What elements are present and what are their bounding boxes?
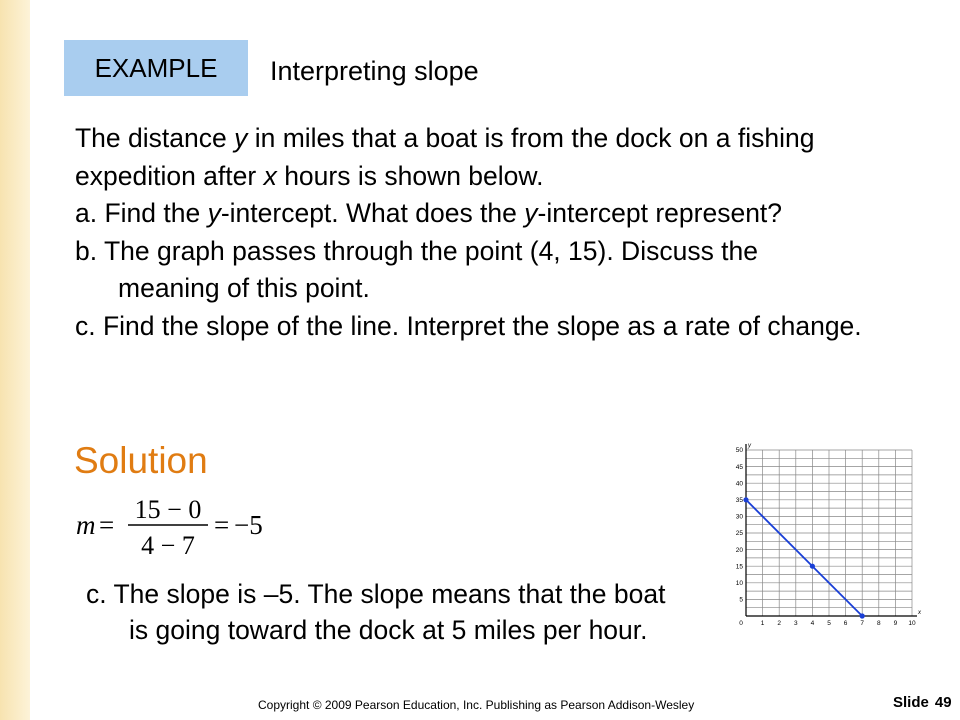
x-tick-label: 0 [739, 620, 743, 627]
x-tick-label: 9 [893, 620, 898, 627]
x-tick-label: 6 [843, 620, 848, 627]
x-tick-label: 3 [793, 620, 798, 627]
x-tick-label: 2 [777, 620, 782, 627]
formula-equals-2: = [214, 510, 230, 540]
y-tick-label: 35 [735, 497, 743, 504]
x-tick-label: 1 [760, 620, 765, 627]
example-badge [64, 40, 248, 96]
x-tick-label: 4 [810, 620, 815, 627]
x-tick-label: 7 [860, 620, 865, 627]
solution-heading: Solution [74, 440, 208, 481]
copyright-footer: Copyright © 2009 Pearson Education, Inc. Publishing as Pearson Addison-Wesley [258, 698, 695, 712]
problem-intro: The distance y in miles that a boat is from the dock on a fishing expedition after x hours is shown below. [75, 123, 815, 191]
example-label: EXAMPLE [94, 53, 218, 83]
formula-numerator: 15 − 0 [134, 495, 202, 524]
y-tick-label: 20 [735, 546, 743, 554]
side-decoration-bar [0, 0, 30, 720]
y-tick-label: 45 [735, 463, 743, 471]
y-tick-label: 5 [739, 596, 743, 604]
formula-result: −5 [234, 510, 263, 540]
slide-number-value: 49 [934, 694, 952, 711]
y-tick-label: 40 [735, 480, 743, 488]
formula-equals-1: = [99, 510, 115, 540]
x-axis-label: x [918, 610, 921, 616]
slope-formula-svg [74, 494, 274, 560]
problem-part-c: c. Find the slope of the line. Interpret the slope as a rate of change. [75, 310, 862, 341]
answer-part-c: c. The slope is –5. The slope means that the boat is going toward the dock at 5 miles per hour. [86, 579, 666, 645]
formula-denominator: 4 − 7 [141, 531, 195, 560]
slide-number [893, 694, 952, 711]
y-tick-label: 30 [735, 513, 743, 521]
data-point [860, 613, 865, 618]
y-tick-label: 15 [735, 563, 743, 571]
x-tick-label: 8 [876, 620, 881, 627]
slope-formula [74, 494, 274, 567]
problem-part-b: b. The graph passes through the point (4, 15). Discuss the meaning of this point. [75, 235, 759, 303]
formula-lhs: m [76, 510, 96, 540]
problem-part-a: a. Find the y-intercept. What does the y-intercept represent? [75, 198, 783, 228]
data-point [743, 497, 748, 502]
slide-subtitle: Interpreting slope [270, 56, 479, 86]
x-tick-label: 5 [827, 620, 831, 627]
solution-answer [86, 576, 686, 648]
data-point [810, 564, 815, 569]
y-tick-label: 10 [735, 580, 743, 587]
y-axis-label: y [748, 443, 751, 449]
distance-time-chart [726, 438, 926, 633]
slide-label: Slide [893, 694, 929, 711]
x-tick-label: 10 [908, 620, 916, 627]
chart-svg [726, 438, 926, 628]
y-tick-label: 25 [735, 530, 743, 538]
y-tick-label: 50 [735, 447, 743, 455]
problem-statement [75, 120, 865, 345]
